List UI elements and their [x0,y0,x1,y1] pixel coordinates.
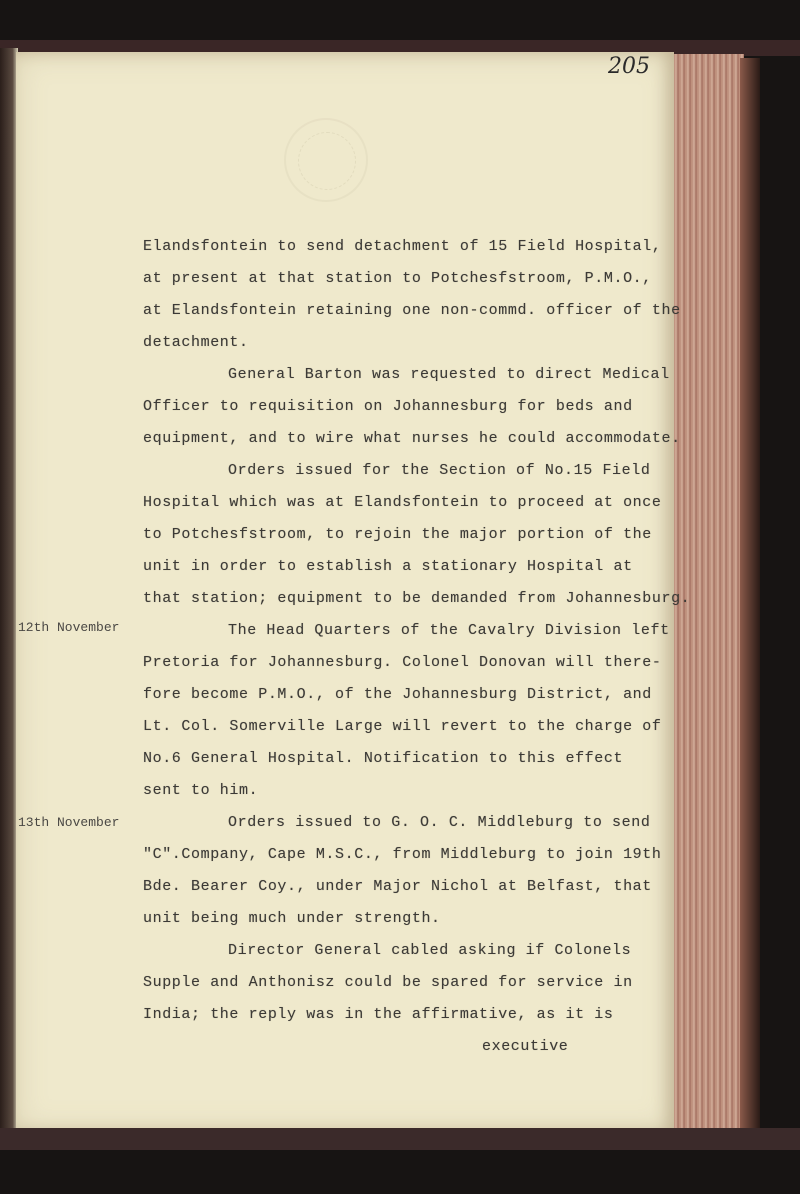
text-line: fore become P.M.O., of the Johannesburg District, and [143,686,652,703]
text-line: at Elandsfontein retaining one non-commd. officer of the [143,302,681,319]
text-line: Elandsfontein to send detachment of 15 Field Hospital, [143,238,662,255]
text-line: Supple and Anthonisz could be spared for service in [143,974,633,991]
bottom-board [0,1128,800,1150]
text-line: Bde. Bearer Coy., under Major Nichol at Belfast, that [143,878,652,895]
text-line: to Potchesfstroom, to rejoin the major portion of the [143,526,652,543]
text-line: Orders issued for the Section of No.15 Field [228,462,651,479]
text-line: Orders issued to G. O. C. Middleburg to send [228,814,651,831]
text-line: Pretoria for Johannesburg. Colonel Donovan will there- [143,654,662,671]
text-line: Hospital which was at Elandsfontein to proceed at once [143,494,662,511]
text-line: Director General cabled asking if Colonels [228,942,632,959]
text-line: that station; equipment to be demanded from Johannesburg. [143,590,691,607]
text-line: India; the reply was in the affirmative, as it is [143,1006,614,1023]
library-stamp [284,118,368,202]
edge-shade [740,58,760,1130]
margin-note: 13th November [18,815,120,830]
text-line: Officer to requisition on Johannesburg for beds and [143,398,633,415]
text-line: "C".Company, Cape M.S.C., from Middleburg to join 19th [143,846,662,863]
text-line: equipment, and to wire what nurses he could accommodate. [143,430,681,447]
text-line: Lt. Col. Somerville Large will revert to the charge of [143,718,662,735]
text-line: General Barton was requested to direct Medical [228,366,670,383]
text-line: No.6 General Hospital. Notification to this effect [143,750,624,767]
text-line: unit in order to establish a stationary Hospital at [143,558,633,575]
text-line: The Head Quarters of the Cavalry Division left [228,622,670,639]
library-stamp-inner [298,132,356,190]
text-line: unit being much under strength. [143,910,441,927]
text-line: at present at that station to Potchesfstroom, P.M.O., [143,270,652,287]
text-line: detachment. [143,334,249,351]
catchword: executive [482,1038,569,1055]
text-line: sent to him. [143,782,259,799]
margin-note: 12th November [18,620,120,635]
page-number: 205 [608,54,650,79]
